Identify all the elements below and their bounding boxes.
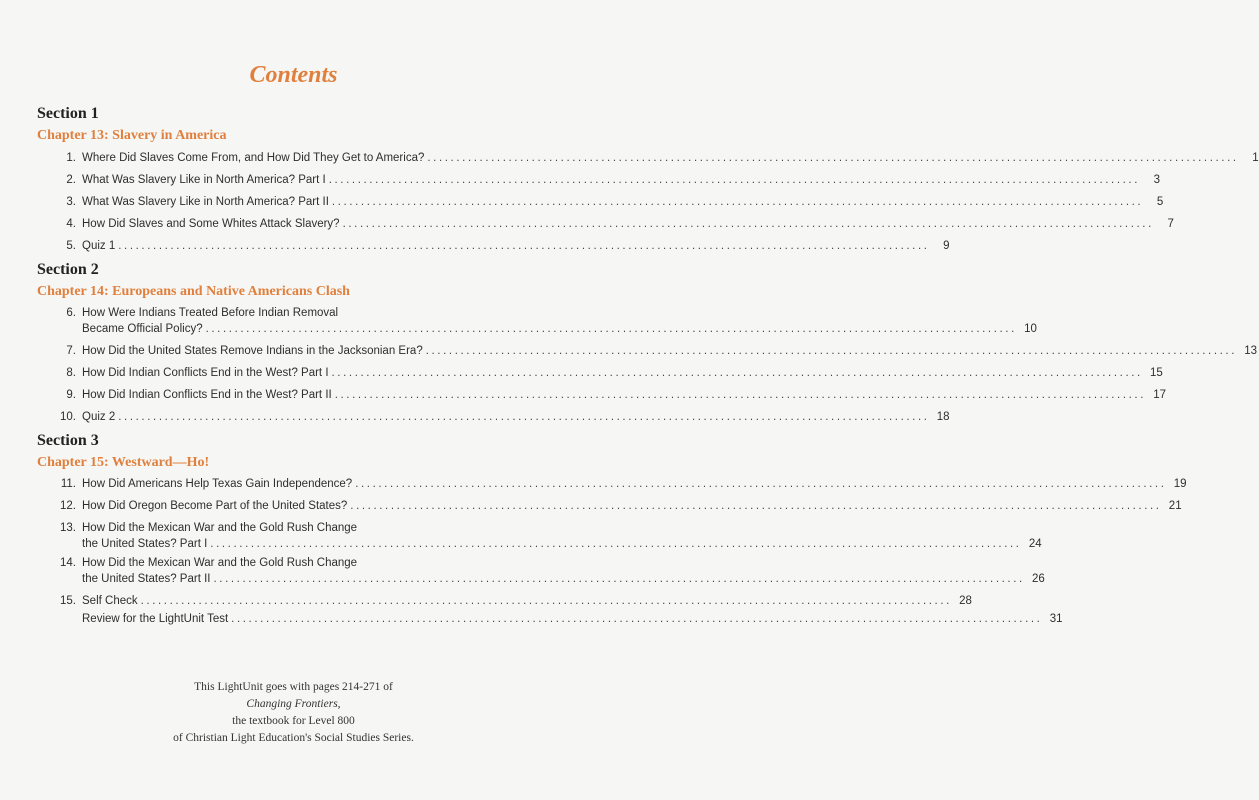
chapter-heading: Chapter 14: Europeans and Native Americans Clash <box>37 284 350 299</box>
entry-number: 4. <box>66 218 76 230</box>
entry-title: Self Check <box>82 595 138 607</box>
section-heading: Section 2 <box>37 261 99 278</box>
leader-dots: ............................................................................................................................................ <box>210 538 1022 550</box>
entry-page: 31 <box>1049 613 1063 625</box>
entry-page: 21 <box>1168 500 1182 512</box>
entry-number: 11. <box>60 478 76 490</box>
entry-page: 5 <box>1156 196 1164 208</box>
entry-number: 5. <box>66 240 76 252</box>
entry-number: 8. <box>66 367 76 379</box>
leader-dots: ............................................................................................................................................ <box>342 218 1154 230</box>
leader-dots: ............................................................................................................................................ <box>140 595 952 607</box>
entry-page: 15 <box>1150 367 1163 379</box>
entry-number: 1. <box>66 152 76 164</box>
footer-line: the textbook for Level 800 <box>232 715 355 727</box>
entry-title: How Did the United States Remove Indians in the Jacksonian Era? <box>82 345 423 357</box>
entry-page: 18 <box>936 411 950 423</box>
leader-dots: ............................................................................................................................................ <box>355 478 1167 490</box>
entry-title: the United States? Part I <box>82 538 208 550</box>
leader-dots: ............................................................................................................................................ <box>331 367 1143 379</box>
entry-number: 13. <box>60 522 76 534</box>
leader-dots: ............................................................................................................................................ <box>425 345 1238 357</box>
entry-title: Became Official Policy? <box>82 323 203 335</box>
entry-title: Where Did Slaves Come From, and How Did They Get to America? <box>82 152 425 164</box>
entry-page: 24 <box>1028 538 1042 550</box>
entry-title: Review for the LightUnit Test <box>82 613 229 625</box>
entry-title: What Was Slavery Like in North America? Part II <box>82 196 329 208</box>
leader-dots: ............................................................................................................................................ <box>205 323 1017 335</box>
entry-page: 1 <box>1252 152 1259 164</box>
leader-dots: ............................................................................................................................................ <box>118 411 930 423</box>
entry-title-line1: How Did the Mexican War and the Gold Rush Change <box>82 522 358 534</box>
footer-line: This LightUnit goes with pages 214-271 of <box>194 681 393 693</box>
entry-title-line1: How Were Indians Treated Before Indian Removal <box>82 307 339 319</box>
leader-dots: ............................................................................................................................................ <box>213 573 1025 585</box>
leader-dots: ............................................................................................................................................ <box>331 196 1144 208</box>
entry-number: 7. <box>66 345 76 357</box>
entry-page: 13 <box>1244 345 1258 357</box>
entry-page: 17 <box>1153 389 1167 401</box>
entry-title: How Did Indian Conflicts End in the West? Part II <box>82 389 332 401</box>
section-heading: Section 3 <box>37 432 99 449</box>
leader-dots: ............................................................................................................................................ <box>118 240 930 252</box>
entry-number: 10. <box>60 411 76 423</box>
entry-title-line1: How Did the Mexican War and the Gold Rush Change <box>82 557 358 569</box>
leader-dots: ............................................................................................................................................ <box>231 613 1043 625</box>
entry-number: 15. <box>60 595 76 607</box>
entry-page: 28 <box>959 595 972 607</box>
entry-title: How Did Americans Help Texas Gain Independence? <box>82 478 353 490</box>
section-heading: Section 1 <box>37 105 99 122</box>
footer-line: of Christian Light Education's Social Studies Series. <box>173 732 414 744</box>
entry-number: 9. <box>66 389 76 401</box>
entry-title: How Did Oregon Become Part of the United States? <box>82 500 348 512</box>
entry-title: How Did Indian Conflicts End in the West? Part I <box>82 367 329 379</box>
leader-dots: ............................................................................................................................................ <box>427 152 1239 164</box>
entry-number: 3. <box>66 196 76 208</box>
entry-title: the United States? Part II <box>82 573 211 585</box>
leader-dots: ............................................................................................................................................ <box>334 389 1147 401</box>
page-title: Contents <box>249 62 338 88</box>
entry-page: 26 <box>1032 573 1045 585</box>
entry-page: 19 <box>1173 478 1187 490</box>
entry-number: 12. <box>60 500 76 512</box>
entry-number: 2. <box>66 174 76 186</box>
entry-number: 14. <box>60 557 76 569</box>
textbook-title: Changing Frontiers, <box>246 698 341 710</box>
leader-dots: ............................................................................................................................................ <box>328 174 1141 186</box>
entry-page: 10 <box>1024 323 1037 335</box>
entry-page: 3 <box>1153 174 1161 186</box>
entry-title: Quiz 2 <box>82 411 116 423</box>
textbook-note <box>0 679 587 747</box>
entry-title: How Did Slaves and Some Whites Attack Slavery? <box>82 218 340 230</box>
entry-title: What Was Slavery Like in North America? Part I <box>82 174 326 186</box>
leader-dots: ............................................................................................................................................ <box>350 500 1162 512</box>
entry-page: 9 <box>943 240 950 252</box>
entry-number: 6. <box>66 307 76 319</box>
entry-page: 7 <box>1167 218 1174 230</box>
entry-title: Quiz 1 <box>82 240 116 252</box>
chapter-heading: Chapter 13: Slavery in America <box>37 128 227 143</box>
chapter-heading: Chapter 15: Westward—Ho! <box>37 455 210 470</box>
